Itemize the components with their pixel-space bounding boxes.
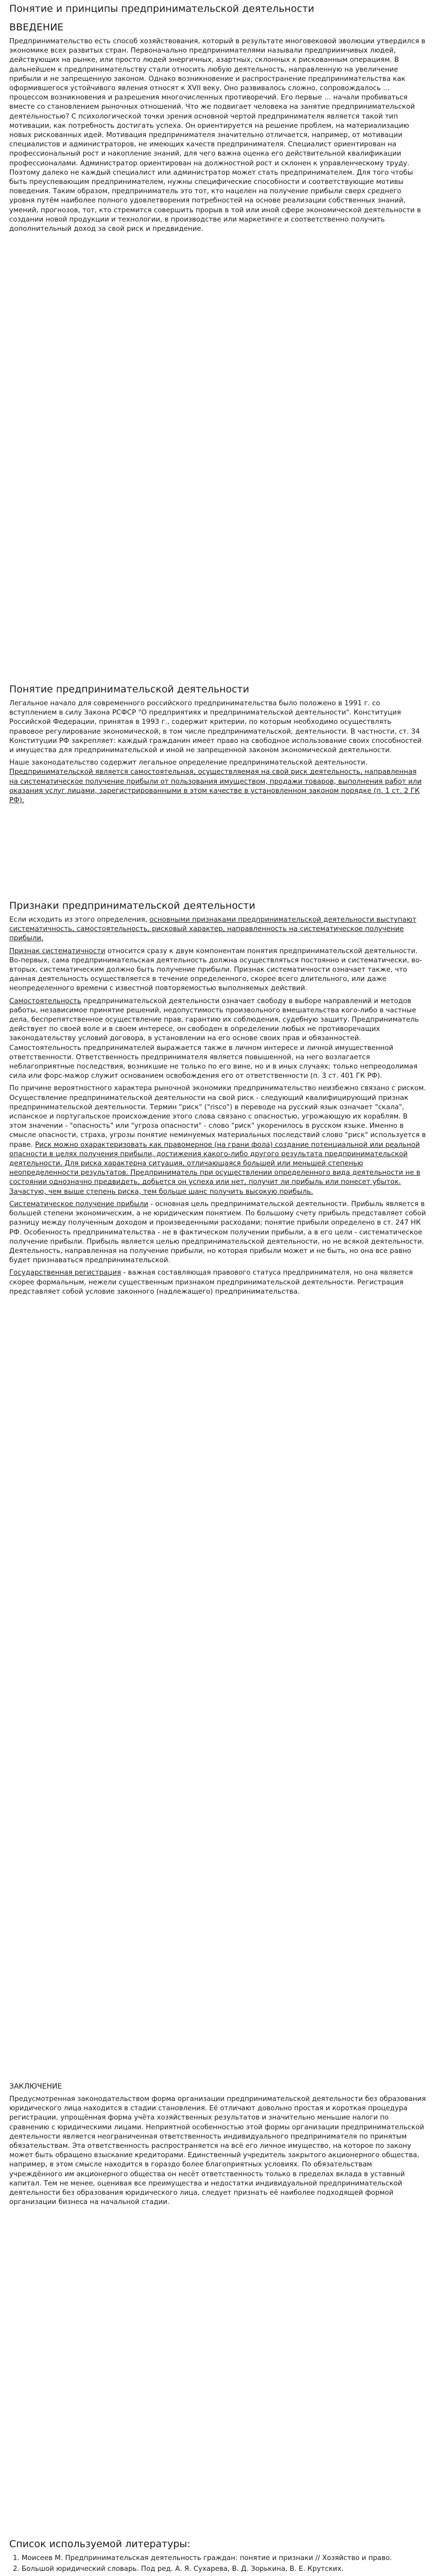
registration-label: Государственная регистрация [9, 1269, 121, 1277]
independence-text: предпринимательской деятельности означает свободу в выборе направлений и методов работы, независимое принятие решений, недопустимость произвольного вмешательства кого-либо в частные дела, беспрепятственное осуществление прав, гарантию их соблюдения, судебную защиту. Предприниматель действует по своей воле и в своем интересе, он свободен в определении любых не противоречащих законодательству условий договора, в установлении на его основе своих прав и обязанностей. Самостоятельность предпринимателей выражается также в личном интересе и личной имущественной ответственности. Ответственность предпринимателя является повышенной, на него возлагается неблагоприятные последствия, возникшие не только по его вине, но и в иных случаях; только непреодолимая сила или форс-мажор служит основанием освобождения его от ответственности (п. 3 ст. 401 ГК РФ). [9, 997, 419, 1080]
registration-text: - важная составляющая правового статуса предпринимателя, но она является скорее формальным, нежели существенным признаком предпринимательской деятельности. Регистрация представляет собой условие законного (надлежащего) предпринимательства. [9, 1269, 413, 1296]
conclusion-heading: ЗАКЛЮЧЕНИЕ [9, 2082, 62, 2091]
concept-paragraph-2 [9, 758, 427, 805]
systematic-text: относится сразу к двум компонентам понятия предпринимательской деятельности. Во-первых, сама предпринимательская деятельность должна осуществляться постоянно и систематически, во-вторых, систематическим должно быть получение прибыли. Признак систематичности означает также, что данная деятельность осуществляется в течение определенного, скорее всего длительного, или даже неопределенного времени с известной повторяемостью выполняемых действий. [9, 947, 422, 993]
signs-paragraph-1 [9, 916, 427, 944]
profit-label: Систематическое получение прибыли [9, 1200, 149, 1208]
signs-paragraph-4 [9, 1084, 427, 1196]
signs-paragraph-3 [9, 997, 427, 1081]
intro-paragraph: Предпринимательство есть способ хозяйствования, который в результате многовековой эволюции утвердился в экономике всех развитых стран. Первоначально предпринимателями называли предприимчивых людей, действующих на рынке, или просто людей энергичных, азартных, склонных к рискованным операциям. В дальнейшем к предпринимательству стали относить любую деятельность, направленную на увеличение прибыли и не запрещенную законом. Однако возникновение и распространение предпринимательства как оформившегося устойчивого явления относят к XVII веку. Оно развивалось сложно, сопровождалось … процессом возникновения и разрешения многочисленных противоречий. Его первые … начали пробиваться вместе со становлением рыночных отношений. Что же подвигает человека на занятие предпринимательской деятельностью? С психологической точки зрения основной чертой предпринимателя является такой тип мотивации, как потребность достигать успеха. Он ориентируется на решение проблем, на материализацию новых рискованных идей. Мотивация предпринимателя значительно отличается, например, от мотивации специалистов и администраторов, не имеющих качеств предпринимателя. Специалист ориентирован на профессиональный рост и накопление знаний, для чего важна оценка его действительной квалификации профессионалами. Администратор ориентирован на должностной рост и склонен к управленческому труду. Поэтому далеко не каждый специалист или администратор может стать предпринимателем. Для того чтобы быть преуспевающим предпринимателем, нужны специфические способности и соответствующие мотивы поведения. Таким образом, предприниматель это тот, кто нацелен на получение прибыли сверх среднего уровня путём наиболее полного удовлетворения потребностей на основе реализации собственных знаний, умений, прогнозов, тот, кто стремится совершить прорыв в той или иной сфере экономической деятельности в создании новой продукции и технологии, в производстве или маркетинге и соответственно получить дополнительный доход за свой риск и предвидение. [9, 38, 426, 233]
signs-paragraph-6 [9, 1268, 427, 1297]
legal-definition-underlined: Предпринимательской является самостоятельная, осуществляемая на свой риск деятельность, направленная на систематическое получение прибыли от пользования имуществом, продажи товаров, выполнения работ или оказания услуг лицами, зарегистрированными в этом качестве в установленном законом порядке (п. 1 ст. 2 ГК РФ). [9, 768, 422, 805]
signs-p1-text: Если исходить из этого определения, [9, 916, 150, 924]
signs-heading: Признаки предпринимательской деятельности [9, 900, 255, 911]
reference-item: 1. Моисеев М. Предпринимательская деятельность граждан: понятие и признаки // Хозяйство и право. [22, 2554, 427, 2563]
risk-underlined: Риск можно охарактеризовать как правомерное (на грани фола) создание потенциальной или реальной опасности в целях получения прибыли, достижения какого-либо другого результата предпринимательской деятельности. Для риска характерна ситуация, отличающаяся большей или меньшей степенью неопределенности результатов. Предприниматель при осуществлении определенного вида деятельности не в состоянии однозначно предвидеть, добьется он успеха или нет, получит ли прибыль или понесет убыток. Зачастую, чем выше степень риска, тем больше шанс получить высокую прибыль. [9, 1141, 421, 1196]
signs-section [9, 899, 427, 1300]
signs-paragraph-2 [9, 947, 427, 994]
concept-section [9, 683, 427, 808]
intro-section [9, 21, 427, 237]
conclusion-paragraph: Предусмотренная законодательством форма организации предпринимательской деятельности без образования юридического лица находится в стадии становления. Её отличают довольно простая и короткая процедура регистрации, упрощённая форма учёта хозяйственных результатов и значительно меньшие налоги по сравнению с юридическими лицами. Неприятной особенностью этой формы организации предпринимательской деятельности является неограниченная ответственность индивидуального предпринимателя по принятым обязательствам. Эта ответственность распространяется на всё его личное имущество, на которое по закону может быть обращено взыскание кредиторами. Единственный учредитель закрытого акционерного общества, например, в этом смысле находится в гораздо более благоприятных условиях. По обязательствам учреждённого им акционерного общества он несёт ответственность только в пределах вклада в уставный капитал. Тем не менее, оценивая все преимущества и недостатки индивидуальной предпринимательской деятельности без образования юридического лица, следует признать её наиболее подходящей формой организации бизнеса на начальной стадии. [9, 2095, 426, 2207]
signs-main-underlined: основными признаками предпринимательской деятельности выступают систематичность, самостоятельность, рисковый характер, направленность на систематическое получение прибыли. [9, 916, 416, 943]
risk-text: По причине вероятностного характера рыночной экономики предпринимательство неизбежно связано с риском. Осуществление предпринимательской деятельности на свой риск - следующий квалифицирующий признак предпринимательской деятельности. Термин "риск" ("risco") в переводе на русский язык означает "скала", испанское и португальское происхождение этого слова связано с опасностью, угрожающую их кораблям. В этом значении - "опасность" или "угроза опасности" - слово "риск" укоренилось в русском языке. Именно в смысле опасности, страха, угрозы понятие неминуемых материальных последствий слово "риск" используется в праве. [9, 1084, 426, 1149]
reference-item: 2. Большой юридический словарь. Под ред. А. Я. Сухарева, В. Д. Зорькина, В. Е. Крутских. [22, 2565, 427, 2574]
document-title: Понятие и принципы предпринимательской деятельности [9, 3, 315, 14]
profit-text: - основная цель предпринимательской деятельности. Прибыль является в большей степени экономическим, а не юридическим понятием. По большому счету прибыль представляет собой разницу между полученным доходом и произведенными расходами; понятие прибыли определено в ст. 247 НК РФ. Особенность предпринимательства - не в фактическом получении прибыли, а в его цели - систематическое получение прибыли. Прибыль является целью предпринимательской деятельности, но не всякой деятельности. Деятельность, направленная на получение прибыли, но которая прибыли может и не быть, но она все равно будет признаваться предпринимательской. [9, 1200, 426, 1265]
concept-paragraph-1: Легальное начало для современного российского предпринимательства было положено в 1991 г. со вступлением в силу Закона РСФСР "О предприятиях и предпринимательской деятельности". Конституция Российской Федерации, принятая в 1993 г., содержит критерии, по которым необходимо осуществлять правовое регулирование экономической, в том числе предпринимательской, деятельности. В частности, ст. 34 Конституции РФ закрепляет: каждый гражданин имеет право на свободное использование своих способностей и имущества для предпринимательской и иной не запрещенной законом экономической деятельности. [9, 700, 422, 755]
independence-label: Самостоятельность [9, 997, 81, 1005]
concept-heading: Понятие предпринимательской деятельности [9, 684, 250, 695]
signs-paragraph-5 [9, 1200, 427, 1265]
intro-heading: ВВЕДЕНИЕ [9, 22, 64, 33]
references-list [22, 2554, 427, 2574]
concept-paragraph-2-text: Наше законодательство содержит легальное определение предпринимательской деятельности. [9, 759, 368, 767]
references-heading: Список используемой литературы: [9, 2538, 190, 2550]
systematic-label: Признак систематичности [9, 947, 106, 955]
conclusion-section [9, 2081, 427, 2210]
references-section [9, 2537, 427, 2575]
